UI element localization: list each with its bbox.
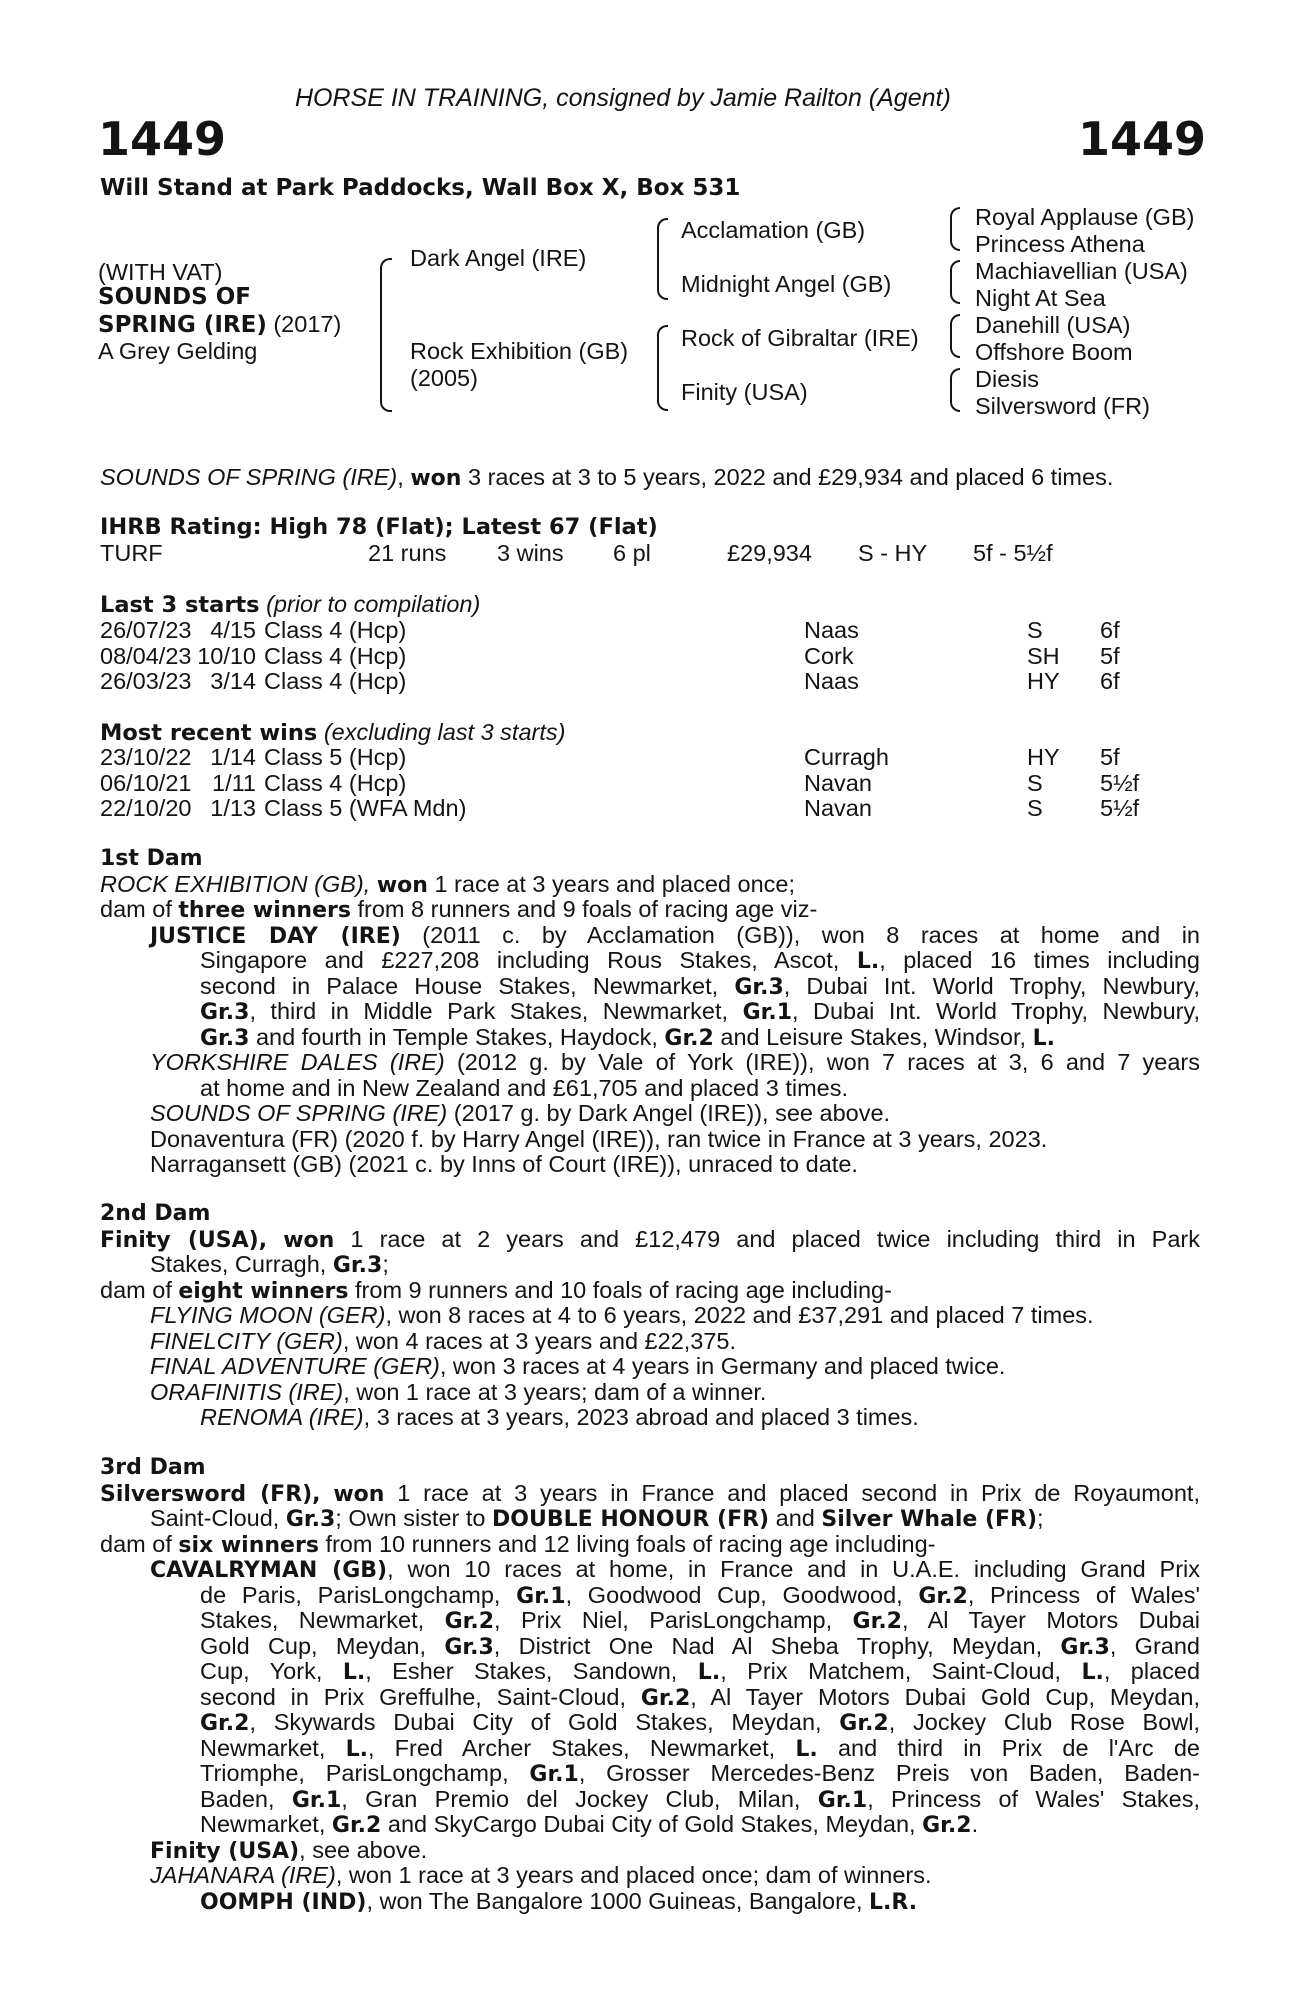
third-dam-section <box>100 1455 1200 1914</box>
gen3-ancestor: Night At Sea <box>975 285 1106 311</box>
dam: Rock Exhibition (GB) <box>410 338 629 364</box>
produce-line: ORAFINITIS (IRE), won 1 race at 3 years; dam of a winner. <box>150 1378 767 1405</box>
produce-line: second in Palace House Stakes, Newmarket, Gr.3, Dubai Int. World Trophy, Newbury, <box>200 972 1201 1000</box>
rating-wins: 3 wins <box>497 540 564 566</box>
dam-sire: Rock of Gibraltar (IRE) <box>681 325 919 351</box>
produce-line: RENOMA (IRE), 3 races at 3 years, 2023 abroad and placed 3 times. <box>200 1404 919 1430</box>
produce-line: at home and in New Zealand and £61,705 and placed 3 times. <box>200 1074 848 1101</box>
gen3-ancestor: Royal Applause (GB) <box>975 204 1195 230</box>
produce-line: Finity (USA), see above. <box>150 1836 428 1864</box>
produce-line: Gr.3 and fourth in Temple Stakes, Haydock, Gr.2 and Leisure Stakes, Windsor, L. <box>200 1023 1055 1051</box>
rating-going: S - HY <box>858 540 928 566</box>
produce-line: CAVALRYMAN (GB), won 10 races at home, in France and in U.A.E. including Grand Prix <box>150 1556 1200 1583</box>
horse-name-line1: SOUNDS OF <box>98 284 251 310</box>
sire-sire: Acclamation (GB) <box>681 217 866 243</box>
produce-line: OOMPH (IND), won The Bangalore 1000 Guineas, Bangalore, L.R. <box>200 1887 918 1915</box>
produce-line: JAHANARA (IRE), won 1 race at 3 years and placed once; dam of winners. <box>150 1862 932 1888</box>
gen3-ancestor: Diesis <box>975 366 1039 392</box>
dam-line: Silversword (FR), won 1 race at 3 years in France and placed second in Prix de Royaumont, <box>100 1479 1200 1507</box>
produce-line: Gr.3, third in Middle Park Stakes, Newmarket, Gr.1, Dubai Int. World Trophy, Newbury, <box>200 998 1201 1025</box>
dam-year: (2005) <box>410 365 478 391</box>
produce-line: Newmarket, Gr.2 and SkyCargo Dubai City of Gold Stakes, Meydan, Gr.2. <box>200 1811 979 1838</box>
produce-line: Donaventura (FR) (2020 f. by Harry Angel (IRE)), ran twice in France at 3 years, 2023. <box>150 1125 1048 1152</box>
gen3-ancestor: Offshore Boom <box>975 339 1133 365</box>
lot-number-right: 1449 <box>1077 112 1206 166</box>
pedigree-bracket <box>657 325 668 411</box>
pedigree-bracket <box>950 314 960 358</box>
gen3-ancestor: Danehill (USA) <box>975 312 1131 338</box>
rating-runs: 21 runs <box>368 540 447 566</box>
pedigree-bracket <box>657 218 668 300</box>
first-dam-section <box>100 846 1200 1178</box>
produce-line: Baden, Gr.1, Gran Premio del Jockey Club, Milan, Gr.1, Princess of Wales' Stakes, <box>200 1785 1201 1813</box>
horse-name-line2: SPRING (IRE) (2017) <box>98 311 342 338</box>
section-heading: 2nd Dam <box>100 1201 211 1226</box>
rating-surface: TURF <box>100 540 163 566</box>
last-starts-heading: Last 3 starts (prior to compilation) <box>100 591 481 618</box>
produce-line: Gr.2, Skywards Dubai City of Gold Stakes, Meydan, Gr.2, Jockey Club Rose Bowl, <box>200 1709 1200 1736</box>
produce-line: FINELCITY (GER), won 4 races at 3 years and £22,375. <box>150 1327 737 1354</box>
sire: Dark Angel (IRE) <box>410 245 587 271</box>
produce-line: YORKSHIRE DALES (IRE) (2012 g. by Vale of York (IRE)), won 7 races at 3, 6 and 7 years <box>150 1049 1201 1075</box>
table-row: 08/04/23 10/10 Class 4 (Hcp) Cork SH 5f <box>100 642 1120 669</box>
produce-line: FINAL ADVENTURE (GER), won 3 races at 4 years in Germany and placed twice. <box>150 1353 1006 1379</box>
dam-dam: Finity (USA) <box>681 379 808 405</box>
gen3-ancestor: Princess Athena <box>975 231 1145 257</box>
produce-line: FLYING MOON (GER), won 8 races at 4 to 6 years, 2022 and £37,291 and placed 7 times. <box>150 1302 1094 1328</box>
dam-line: dam of three winners from 8 runners and 9 foals of racing age viz- <box>100 896 818 923</box>
pedigree-bracket <box>950 260 960 304</box>
gen3-ancestor: Silversword (FR) <box>975 393 1150 419</box>
dam-line: ROCK EXHIBITION (GB), won 1 race at 3 years and placed once; <box>100 870 796 898</box>
pedigree-bracket <box>950 207 960 251</box>
produce-line: second in Prix Greffulhe, Saint-Cloud, Gr.2, Al Tayer Motors Dubai Gold Cup, Meydan, <box>200 1683 1200 1711</box>
rating-earnings: £29,934 <box>727 540 812 566</box>
table-row: 23/10/22 1/14 Class 5 (Hcp) Curragh HY 5f <box>100 744 1120 770</box>
pedigree-bracket <box>380 258 392 412</box>
horse-description: A Grey Gelding <box>98 338 258 364</box>
recent-wins-table <box>100 745 1139 822</box>
second-dam-section <box>100 1201 1200 1431</box>
dam-line: Stakes, Curragh, Gr.3; <box>150 1251 389 1278</box>
dam-line: dam of six winners from 10 runners and 12 living foals of racing age including- <box>100 1530 936 1558</box>
race-summary: SOUNDS OF SPRING (IRE), won 3 races at 3 to 5 years, 2022 and £29,934 and placed 6 times. <box>100 464 1114 491</box>
consignor-line: HORSE IN TRAINING, consigned by Jamie Railton (Agent) <box>295 84 951 112</box>
sire-dam: Midnight Angel (GB) <box>681 271 892 297</box>
produce-line: Gold Cup, Meydan, Gr.3, District One Nad Al Sheba Trophy, Meydan, Gr.3, Grand <box>200 1632 1200 1660</box>
table-row: 26/03/23 3/14 Class 4 (Hcp) Naas HY 6f <box>100 668 1120 694</box>
table-row: 06/10/21 1/11 Class 4 (Hcp) Navan S 5½f <box>100 769 1140 796</box>
produce-line: Narragansett (GB) (2021 c. by Inns of Court (IRE)), unraced to date. <box>150 1151 858 1177</box>
rating-placed: 6 pl <box>613 540 651 566</box>
table-row: 22/10/20 1/13 Class 5 (WFA Mdn) Navan S 5½f <box>100 795 1140 821</box>
last-starts-table <box>100 618 1120 695</box>
produce-line: Cup, York, L., Esher Stakes, Sandown, L., Prix Matchem, Saint-Cloud, L., placed <box>200 1658 1201 1685</box>
rating-heading: IHRB Rating: High 78 (Flat); Latest 67 (Flat) <box>100 514 658 540</box>
produce-line: JUSTICE DAY (IRE) (2011 c. by Acclamation (GB)), won 8 races at home and in <box>150 921 1201 949</box>
produce-line: Stakes, Newmarket, Gr.2, Prix Niel, ParisLongchamp, Gr.2, Al Tayer Motors Dubai <box>200 1607 1201 1634</box>
dam-line: dam of eight winners from 9 runners and 10 foals of racing age including- <box>100 1276 892 1304</box>
stabling-line: Will Stand at Park Paddocks, Wall Box X, Box 531 <box>100 175 741 201</box>
produce-line: Triomphe, ParisLongchamp, Gr.1, Grosser Mercedes-Benz Preis von Baden, Baden- <box>200 1760 1200 1787</box>
vat-note: (WITH VAT) <box>98 259 223 285</box>
produce-line: SOUNDS OF SPRING (IRE) (2017 g. by Dark Angel (IRE)), see above. <box>150 1100 891 1126</box>
produce-line: de Paris, ParisLongchamp, Gr.1, Goodwood Cup, Goodwood, Gr.2, Princess of Wales' <box>200 1581 1201 1609</box>
pedigree-bracket <box>950 368 960 412</box>
produce-line: Singapore and £227,208 including Rous Stakes, Ascot, L., placed 16 times including <box>200 947 1200 974</box>
lot-number-left: 1449 <box>98 112 227 166</box>
recent-wins-heading: Most recent wins (excluding last 3 starts) <box>100 719 566 746</box>
dam-line: Finity (USA), won 1 race at 2 years and £12,479 and placed twice including third in Park <box>100 1225 1200 1253</box>
section-heading: 1st Dam <box>100 846 203 871</box>
rating-distance: 5f - 5½f <box>973 540 1053 566</box>
table-row: 26/07/23 4/15 Class 4 (Hcp) Naas S 6f <box>100 617 1120 643</box>
section-heading: 3rd Dam <box>100 1455 206 1480</box>
gen3-ancestor: Machiavellian (USA) <box>975 258 1188 284</box>
produce-line: Newmarket, L., Fred Archer Stakes, Newmarket, L. and third in Prix de l'Arc de <box>200 1734 1200 1762</box>
dam-line: Saint-Cloud, Gr.3; Own sister to DOUBLE HONOUR (FR) and Silver Whale (FR); <box>150 1505 1044 1532</box>
